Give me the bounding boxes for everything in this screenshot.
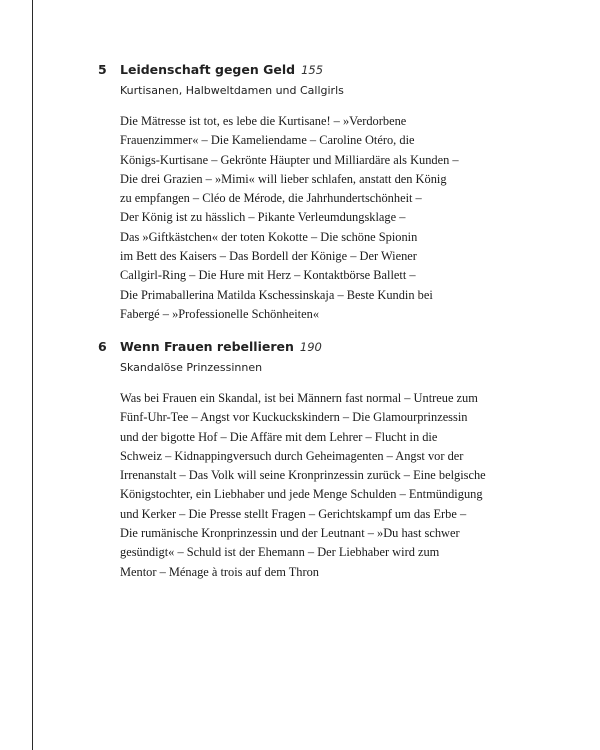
chapter-summary (120, 389, 548, 582)
chapter-heading (98, 339, 548, 359)
chapter-number: 6 (98, 339, 107, 354)
summary-line: Königstochter, ein Liebhaber und jede Menge Schulden – Entmündigung (120, 487, 483, 502)
chapter-title (120, 62, 323, 77)
summary-line: zu empfangen – Cléo de Mérode, die Jahrhundertschönheit – (120, 191, 422, 206)
toc-chapter-6 (98, 339, 548, 582)
summary-line: Die rumänische Kronprinzessin und der Leutnant – »Du hast schwer (120, 526, 460, 541)
summary-line: Der König ist zu hässlich – Pikante Verleumdungsklage – (120, 210, 406, 225)
chapter-number: 5 (98, 62, 107, 77)
chapter-page-number: 190 (299, 340, 322, 354)
chapter-title (120, 339, 322, 354)
summary-line: Irrenanstalt – Das Volk will seine Kronprinzessin zurück – Eine belgische (120, 468, 486, 483)
chapter-subtitle: Kurtisanen, Halbweltdamen und Callgirls (120, 84, 344, 97)
summary-line: und Kerker – Die Presse stellt Fragen – Gerichtskampf um das Erbe – (120, 506, 467, 521)
summary-line: im Bett des Kaisers – Das Bordell der Könige – Der Wiener (120, 249, 417, 264)
chapter-title-text: Wenn Frauen rebellieren (120, 339, 294, 354)
summary-line: Die Primaballerina Matilda Kschessinskaja – Beste Kundin bei (120, 287, 433, 302)
chapter-heading (98, 62, 548, 82)
summary-line: Schweiz – Kidnappingversuch durch Geheimagenten – Angst vor der (120, 448, 464, 463)
summary-line: Frauenzimmer« – Die Kameliendame – Caroline Otéro, die (120, 133, 415, 148)
summary-line: Die drei Grazien – »Mimi« will lieber schlafen, anstatt den König (120, 171, 447, 186)
page-edge-rule (32, 0, 33, 750)
summary-line: gesündigt« – Schuld ist der Ehemann – Der Liebhaber wird zum (120, 545, 440, 560)
summary-line: Was bei Frauen ein Skandal, ist bei Männern fast normal – Untreue zum (120, 391, 478, 405)
summary-line: Callgirl-Ring – Die Hure mit Herz – Kontaktbörse Ballett – (120, 268, 416, 283)
chapter-title-text: Leidenschaft gegen Geld (120, 62, 296, 77)
summary-line: Mentor – Ménage à trois auf dem Thron (120, 564, 320, 579)
chapter-summary (120, 112, 548, 324)
chapter-page-number: 155 (301, 63, 324, 77)
summary-line: Das »Giftkästchen« der toten Kokotte – Die schöne Spionin (120, 229, 418, 244)
chapter-subtitle: Skandalöse Prinzessinnen (120, 361, 263, 374)
summary-line: Fünf-Uhr-Tee – Angst vor Kuckuckskindern – Die Glamourprinzessin (120, 410, 468, 425)
summary-line: Königs-Kurtisane – Gekrönte Häupter und Milliardäre als Kunden – (120, 152, 459, 167)
summary-line: und der bigotte Hof – Die Affäre mit dem Lehrer – Flucht in die (120, 429, 438, 444)
toc-chapter-5 (98, 62, 548, 324)
summary-line: Die Mätresse ist tot, es lebe die Kurtisane! – »Verdorbene (120, 114, 407, 128)
summary-line: Fabergé – »Professionelle Schönheiten« (120, 306, 320, 321)
